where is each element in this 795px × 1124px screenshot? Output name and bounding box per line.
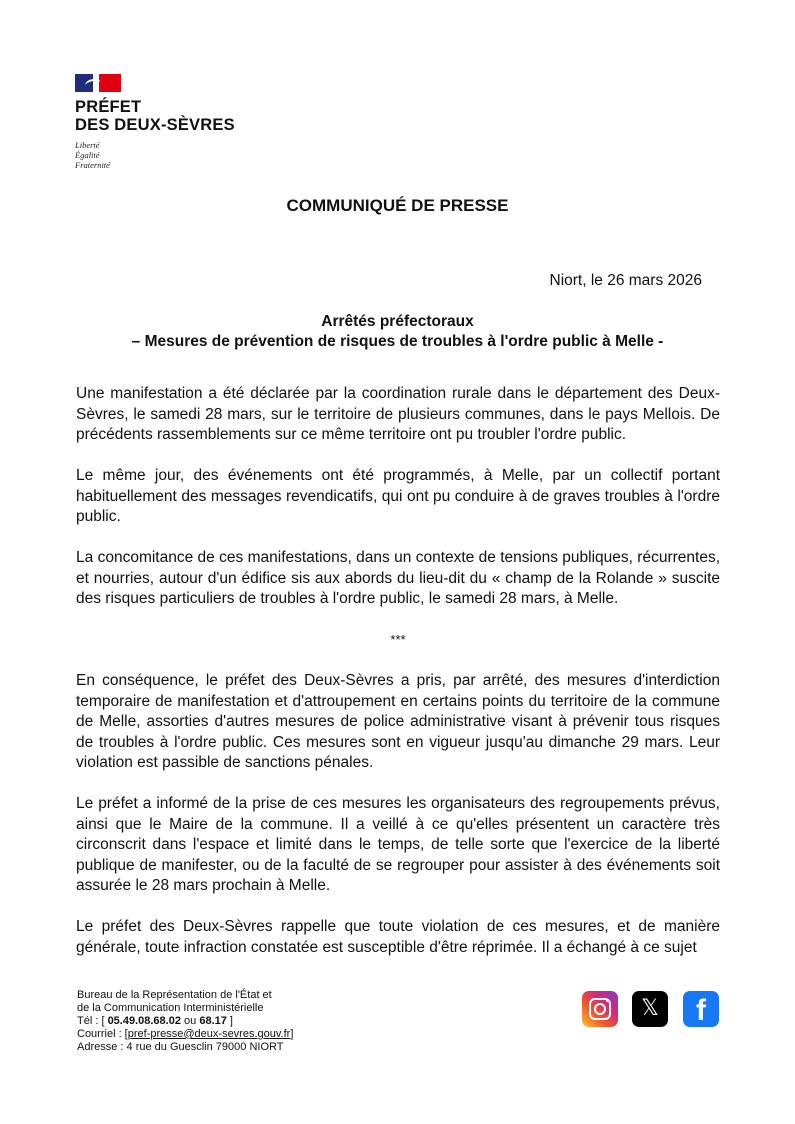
paragraph-3: La concomitance de ces manifestations, dans un contexte de tensions publiques, récurrentes, et nourries, autour d'un édifice sis aux abords du lieu-dit du « champ de la Rolande » suscite des risques particuliers de troubles à l'ordre public, le samedi 28 mars, à Melle. xyxy=(76,549,720,607)
subject-line2: – Mesures de prévention de risques de troubles à l'ordre public à Melle - xyxy=(131,333,664,350)
paragraph-5: Le préfet a informé de la prise de ces mesures les organisateurs des regroupements prévus, ainsi que le Maire de la commune. Il a veillé à ce qu'elles présentent un caractère très circonscrit dans l'espace et limité dans le temps, de telle sorte que l'exercice de la liberté publique de manifester, ou de la faculté de se regrouper pour assister à des événements soit assurée le 28 mars prochain à Melle. xyxy=(76,795,720,894)
instagram-icon[interactable] xyxy=(582,991,618,1027)
paragraph-4: En conséquence, le préfet des Deux-Sèvres a pris, par arrêté, des mesures d'interdiction temporaire de manifestation et d'attroupement en certains points du territoire de la commune de Melle, assorties d'autres mesures de police administrative visant à prévenir tous risques de troubles à l'ordre public. Ces mesures sont en vigueur jusqu'au dimanche 29 mars. Leur violation est passible de sanctions pénales. xyxy=(76,672,720,771)
footer-phone xyxy=(77,1015,293,1028)
phone-prefix: Tél : [ xyxy=(77,1015,108,1027)
email-link[interactable]: pref-presse@deux-sevres.gouv.fr xyxy=(127,1028,291,1040)
press-release-body xyxy=(76,384,720,979)
facebook-icon[interactable]: f xyxy=(683,991,719,1027)
republic-motto xyxy=(75,140,235,170)
section-separator: *** xyxy=(390,632,406,647)
email-suffix: ] xyxy=(290,1028,294,1040)
prefecture-logo xyxy=(75,74,235,170)
prefecture-name xyxy=(75,98,235,134)
footer-address: Adresse : 4 rue du Guesclin 79000 NIORT xyxy=(77,1041,284,1053)
motto-egalite: Égalité xyxy=(75,150,100,160)
paragraph-2: Le même jour, des événements ont été programmés, à Melle, par un collectif portant habituellement des messages revendicatifs, qui ont pu conduire à de graves troubles à l'ordre public. xyxy=(76,467,720,525)
phone-number[interactable]: 05.49.08.68.02 xyxy=(107,1015,181,1027)
footer-office-line1: Bureau de la Représentation de l'État et xyxy=(77,989,272,1001)
document-title: COMMUNIQUÉ DE PRESSE xyxy=(286,196,509,215)
contact-footer xyxy=(77,989,293,1054)
footer-email xyxy=(77,1028,293,1041)
footer-office-line2: de la Communication Interministérielle xyxy=(77,1002,264,1014)
motto-fraternite: Fraternité xyxy=(75,160,110,170)
phone-or: ou xyxy=(180,1015,200,1027)
document-date: Niort, le 26 mars 2026 xyxy=(549,272,702,289)
email-prefix: Courriel : [ xyxy=(77,1028,128,1040)
prefet-line1: PRÉFET xyxy=(75,98,142,116)
subject-line1: Arrêtés préfectoraux xyxy=(321,313,474,330)
paragraph-1: Une manifestation a été déclarée par la coordination rurale dans le département des Deux-Sèvres, le samedi 28 mars, sur le territoire de plusieurs communes, dans le pays Mellois. De précédents rassemblements sur ce même territoire ont pu troubler l'ordre public. xyxy=(76,385,720,443)
document-subject xyxy=(75,312,720,352)
marianne-flag-icon xyxy=(75,74,121,92)
paragraph-6: Le préfet des Deux-Sèvres rappelle que toute violation de ces mesures, et de manière générale, toute infraction constatée est susceptible d'être réprimée. Il a échangé à ce sujet xyxy=(76,918,720,956)
prefet-line2: DES DEUX-SÈVRES xyxy=(75,116,235,134)
x-twitter-icon[interactable]: 𝕏 xyxy=(632,991,668,1027)
phone-extension[interactable]: 68.17 xyxy=(199,1015,227,1027)
phone-suffix: ] xyxy=(226,1015,233,1027)
motto-liberte: Liberté xyxy=(75,140,100,150)
